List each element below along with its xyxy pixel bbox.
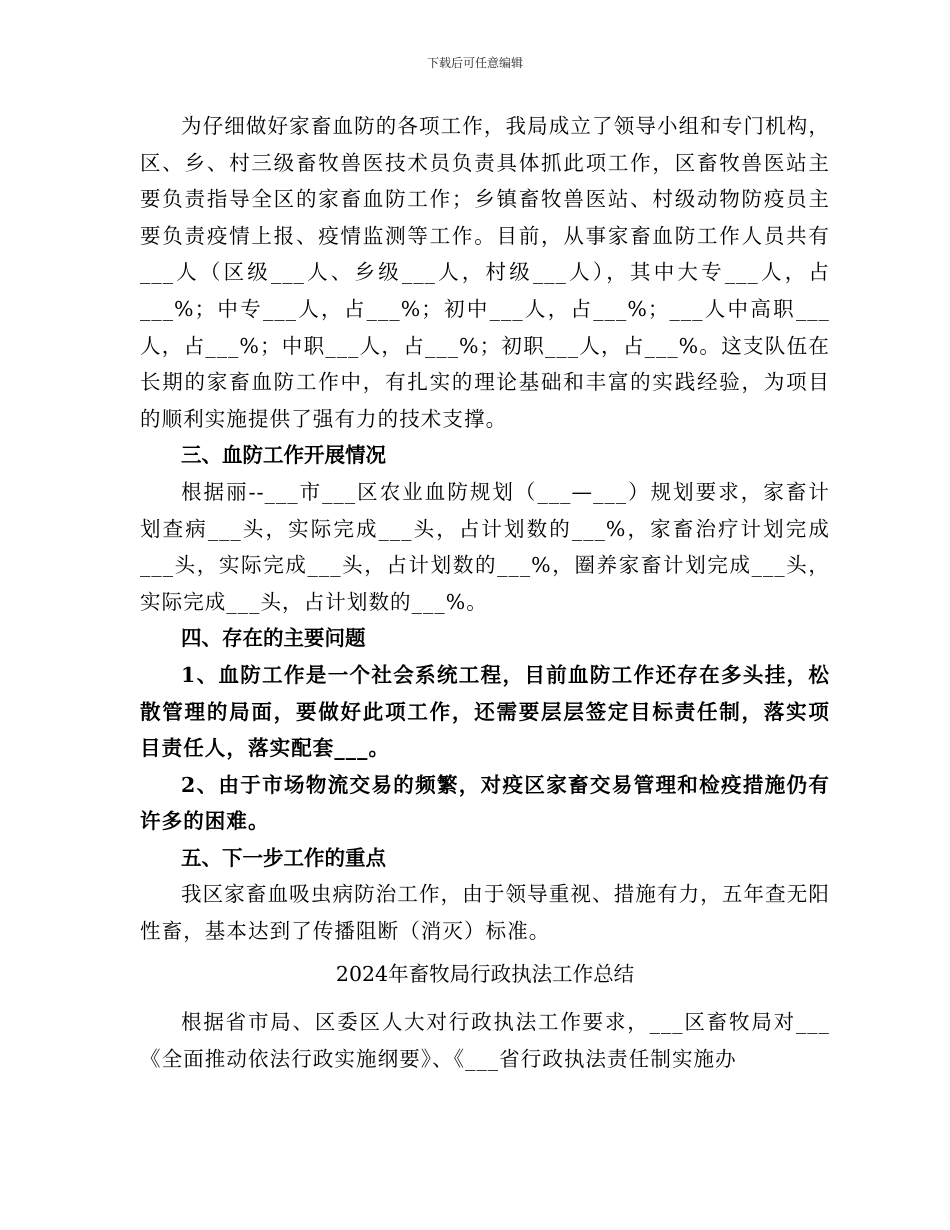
heading-section-4: 四、存在的主要问题 (181, 626, 366, 651)
paragraph-problem-1: 1、血防工作是一个社会系统工程，目前血防工作还存在多头挂，松散管理的局面，要做好此项工作，还需要层层签定目标责任制，落实项目责任人，落实配套___。 (140, 662, 830, 761)
paragraph-staffing: 为仔细做好家畜血防的各项工作，我局成立了领导小组和专门机构，区、乡、村三级畜牧兽医技术员负责具体抓此项工作，区畜牧兽医站主要负责指导全区的家畜血防工作；乡镇畜牧兽医站、村级动物防疫员主要负责疫情上报、疫情监测等工作。目前，从事家畜血防工作人员共有___人（区级___人、乡级___人，村级___人），其中大专___人，占___%；中专___人，占___%；初中___人，占___%；___人中高职___人，占___%；中职___人，占___%；初职___人，占___%。这支队伍在长期的家畜血防工作中，有扎实的理论基础和丰富的实践经验，为项目的顺利实施提供了强有力的技术支撑。 (140, 114, 830, 431)
paragraph-progress: 根据丽--___市___区农业血防规划（___—___）规划要求，家畜计划查病___头，实际完成___头，占计划数的___%，家畜治疗计划完成___头，实际完成___头，占计划数的___%，圈养家畜计划完成___头，实际完成___头，占计划数的___%。 (140, 479, 830, 614)
heading-section-3: 三、血防工作开展情况 (181, 443, 386, 468)
paragraph-enforcement: 根据省市局、区委区人大对行政执法工作要求，___区畜牧局对___《全面推动依法行政实施纲要》、《___省行政执法责任制实施办 (140, 1010, 830, 1071)
document-title-2: 2024年畜牧局行政执法工作总结 (335, 961, 635, 986)
document-body (140, 108, 830, 1077)
paragraph-next-steps: 我区家畜血吸虫病防治工作，由于领导重视、措施有力，五年查无阳性畜，基本达到了传播阻断（消灭）标准。 (140, 882, 830, 944)
heading-section-5: 五、下一步工作的重点 (181, 845, 386, 870)
page-header: 下载后可任意编辑 (426, 56, 523, 70)
paragraph-problem-2: 2、由于市场物流交易的频繁，对疫区家畜交易管理和检疫措施仍有许多的困难。 (140, 772, 830, 834)
